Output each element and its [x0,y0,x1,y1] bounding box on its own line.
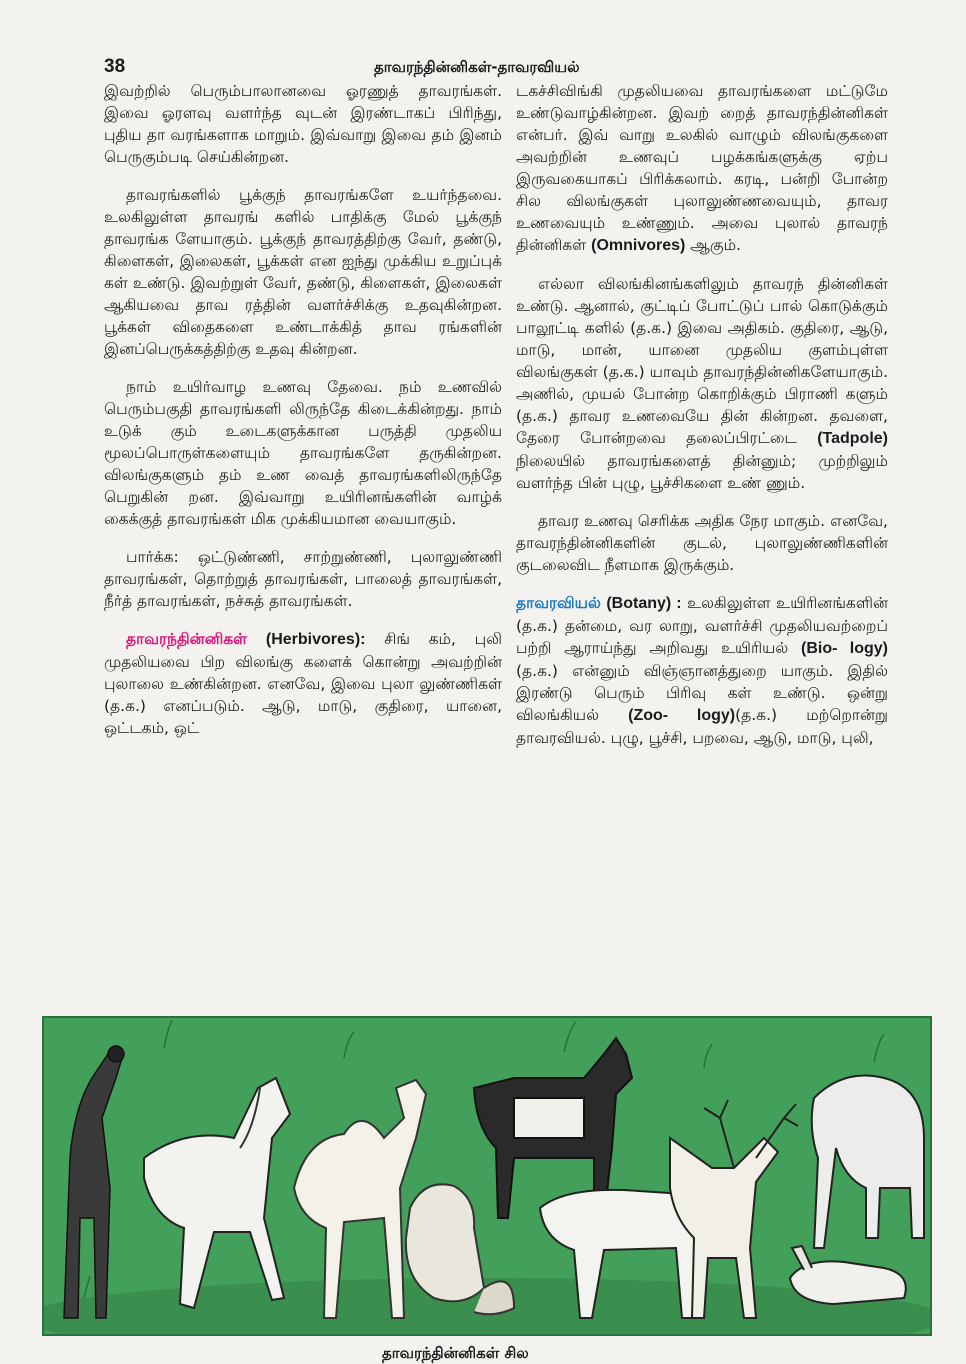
paragraph: தாவர உணவு செரிக்க அதிக நேர மாகும். எனவே, தாவரந்தின்னிகளின் குடல், புலாலுண்ணிகளின் குடலைவிட நீளமாக இருக்கும். [516,512,888,574]
paragraph: தாவரங்களில் பூக்குந் தாவரங்களே உயர்ந்தவை. உலகிலுள்ள தாவரங் களில் பாதிக்கு மேல் பூக்குந் தாவரங்க ளேயாகும். பூக்குந் தாவரத்திற்கு வேர், தண்டு, கிளைகள், இலைகள், பூக்கள் என ஐந்து முக்கிய உறுப்புக் கள் உண்டு. இவற்றுள் வேர், தண்டு, கிளைகள், இலைகள் ஆகியவை தாவ ரத்தின் வளர்ச்சிக்கு உதவுகின்றன. பூக்கள் விதைகளை உண்டாக்கித் தாவ ரங்களின் இனப்பெருக்கத்திற்கு உதவு கின்றன. [104,186,502,358]
entry-term-herbivores: தாவரந்தின்னிகள் [126,630,248,648]
figure-caption: தாவரந்தின்னிகள் சில [382,1344,529,1362]
entry-text: (த.க.) என்னும் விஞ்ஞானத்துறை யாகும். இதில் இரண்டு பெரும் பிரிவு கள் உண்டு. ஒன்று விலங்கியல் [516,662,888,724]
botany-entry [516,592,888,749]
english-term: (Bio- logy) [801,640,888,657]
paragraph-text: எல்லா விலங்கினங்களிலும் தாவரந் தின்னிகள் உண்டு. ஆனால், குட்டிப் போட்டுப் பால் கொடுக்கும் பாலூட்டி களில் (த.க.) இவை அதிகம். குதிரை, ஆடு, மாடு, மான், யானை முதலிய குளம்புள்ள விலங்குகள் (த.க.) யாவும் தாவரந்தின்னிகளேயாகும். அணில், முயல் போன்ற கொறிக்கும் பிராணி களும் (த.க.) தாவர உணவையே தின் கின்றன. தவளை, தேரை போன்றவை தலைப்பிரட்டை [516,275,888,447]
entry-text: சிங் கம், புலி முதலியவை பிற விலங்கு களைக் கொன்று அவற்றின் புலாலை உண்கின்றன. எனவே, இவை புலா லுண்ணிகள் (த.க.) எனப்படும். ஆடு, மாடு, குதிரை, யானை, ஒட்டகம், ஒட் [104,630,502,737]
entry-term-botany: தாவரவியல் [516,594,601,612]
right-column [516,80,888,765]
english-term: (Tadpole) [817,430,888,447]
see-also-paragraph: பார்க்க: ஒட்டுண்ணி, சாற்றுண்ணி, புலாலுண்ணி தாவரங்கள், தொற்றுத் தாவரங்கள், பாலைத் தாவரங்கள், நீர்த் தாவரங்கள், நச்சுத் தாவரங்கள். [104,548,502,610]
page-number: 38 [104,56,126,77]
english-term: (Botany) : [606,595,682,612]
paragraph-text: நிலையில் தாவரங்களைத் தின்னும்; முற்றிலும் வளர்ந்த பின் புழு, பூச்சிகளை உண் ணும். [516,452,888,492]
english-term: (Omnivores) [591,237,686,254]
paragraph-text: ஆகும். [685,236,741,254]
paragraph [516,80,888,257]
illustration-svg [44,1018,930,1334]
herbivores-illustration [42,1016,932,1336]
english-term: (Zoo- logy) [628,707,736,724]
entry-text: (த.க.) மற்றொன்று தாவரவியல். புழு, பூச்சி, பறவை, ஆடு, மாடு, புலி, [516,706,888,747]
herbivores-entry [104,628,502,739]
english-term: (Herbivores): [265,631,366,648]
paragraph: இவற்றில் பெரும்பாலானவை ஓரணுத் தாவரங்கள். இவை ஓரளவு வளர்ந்த வுடன் இரண்டாகப் பிரிந்து, புதிய தா வரங்களாக மாறும். இவ்வாறு இவை தம் இனம் பெருகும்படி செய்கின்றன. [104,82,502,166]
entry-text: உலகிலுள்ள உயிரினங்களின் (த.க.) தன்மை, வர லாறு, வளர்ச்சி முதலியவற்றைப் பற்றி ஆராய்ந்து அறிவது உயிரியல் [516,594,888,657]
paragraph [516,273,888,494]
left-column [104,80,502,755]
running-head: தாவரந்தின்னிகள்-தாவரவியல் [374,58,580,76]
paragraph-text: டகச்சிவிங்கி முதலியவை தாவரங்களை மட்டுமே உண்டுவாழ்கின்றன. இவற் றைத் தாவரந்தின்னிகள் என்பர். இவ் வாறு உலகில் வாழும் விலங்குகளை அவற்றின் உணவுப் பழக்கங்களுக்கு ஏற்ப இருவகையாகப் பிரிக்கலாம். கரடி, பன்றி போன்ற சில விலங்குகள் புலாலுண்ணவையும், தாவர உணவையும் உண்ணும். அவை புலால் தாவரந் தின்னிகள் [516,82,888,254]
paragraph: நாம் உயிர்வாழ உணவு தேவை. நம் உணவில் பெரும்பகுதி தாவரங்களி லிருந்தே கிடைக்கின்றது. நாம் உடுக் கும் உடைகளுக்கான பருத்தி முதலிய மூலப்பொருள்களையும் தாவரங்களே தருகின்றன. விலங்குகளும் தம் உண வைத் தாவரங்களிலிருந்தே பெறுகின் றன. இவ்வாறு உயிரினங்களின் வாழ்க் கைக்குத் தாவரங்கள் மிக முக்கியமான வையாகும். [104,378,502,528]
